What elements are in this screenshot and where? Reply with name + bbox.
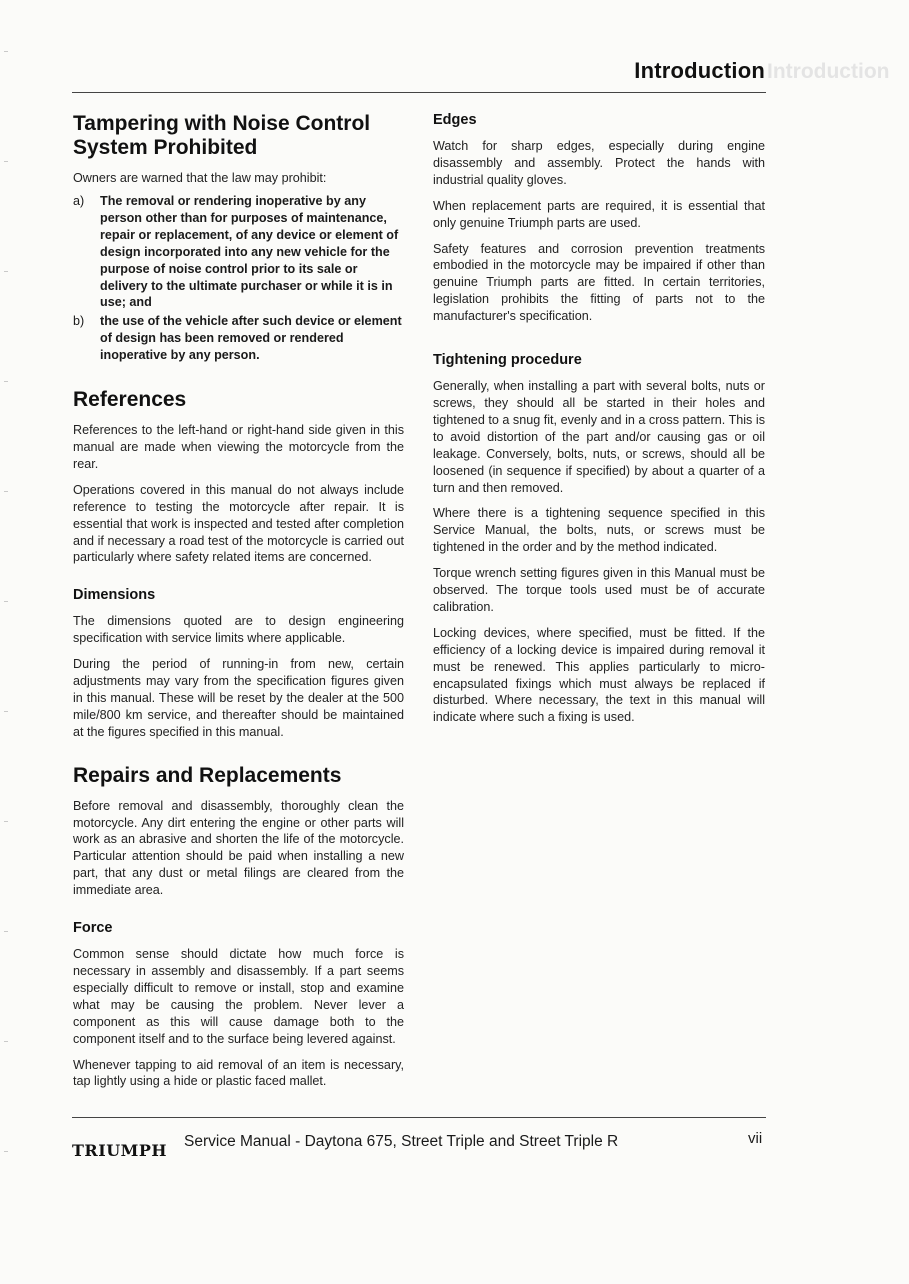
edges-paragraph: Watch for sharp edges, especially during engine disassembly and assembly. Protect the hands with industrial quality gloves. (433, 139, 765, 187)
dimensions-heading: Dimensions (73, 587, 156, 604)
punch-mark (4, 160, 8, 162)
references-heading: References (73, 388, 187, 412)
tightening-paragraph: Torque wrench setting figures given in this Manual must be observed. The torque tools used must be of accurate calibration. (433, 566, 765, 614)
list-marker: a) (73, 194, 85, 208)
tampering-heading (73, 112, 404, 160)
triumph-logo: TRIUMPH (72, 1141, 167, 1160)
tightening-paragraph: Where there is a tightening sequence specified in this Service Manual, the bolts, nuts, or screws must be tightened in the order and by the method indicated. (433, 506, 765, 555)
repairs-paragraph: Before removal and disassembly, thoroughly clean the motorcycle. Any dirt entering the engine or other parts will work as an abrasive and shorten the life of the motorcycle. Particular attention should be paid when installing a new part, that any dust or metal filings are cleared from the immediate area. (73, 798, 404, 898)
edges-heading: Edges (433, 112, 477, 128)
punch-mark (4, 710, 8, 712)
tampering-item-b (73, 313, 404, 364)
list-item-text: the use of the vehicle after such device or element of design has been removed or rendered inoperative by any person. (100, 314, 402, 363)
tightening-paragraph: Generally, when installing a part with several bolts, nuts or screws, they should all be started in their holes and tightened to a snug fit, evenly and in a cross pattern. This is to avoid distortion of the part and/or causing gas or oil leakage. Conversely, bolts, nuts, or screws, should all be loosened (in sequence if specified) by about a quarter of a turn and then removed. (433, 379, 765, 495)
footer-rule (72, 1117, 766, 1118)
tampering-title-line2: System Prohibited (73, 136, 258, 159)
force-paragraph: Whenever tapping to aid removal of an item is necessary, tap lightly using a hide or plastic faced mallet. (73, 1057, 404, 1089)
tampering-title-line1: Tampering with Noise Control (73, 112, 371, 135)
references-paragraph: References to the left-hand or right-hand side given in this manual are made when viewing the motorcycle from the rear. (73, 423, 404, 471)
punch-mark (4, 50, 8, 52)
punch-mark (4, 490, 8, 492)
page-number: vii (748, 1130, 763, 1147)
references-paragraph: Operations covered in this manual do not always include reference to testing the motorcycle after repair. It is essential that work is inspected and tested after completion and if necessary a road test of the motorcycle is carried out particularly where safety related items are concerned. (73, 482, 404, 565)
punch-mark (4, 600, 8, 602)
tightening-paragraph: Locking devices, where specified, must be fitted. If the efficiency of a locking device is impaired during removal it must be renewed. This applies particularly to micro-encapsulated fixings which must always be replaced if disturbed. Where necessary, the text in this manual will indicate where such a fixing is used. (433, 625, 765, 725)
ghost-header: Introduction (767, 60, 890, 83)
list-item-text: The removal or rendering inoperative by any person other than for purposes of maintenance, repair or replacement, of any device or element of design incorporated into any new vehicle for the purpose of noise control prior to its sale or delivery to the ultimate purchaser or while it is in use; and (100, 194, 399, 310)
punch-mark (4, 820, 8, 822)
force-paragraph: Common sense should dictate how much force is necessary in assembly and disassembly. If a part seems especially difficult to remove or install, stop and examine what may be causing the problem. Never lever a component as this will cause damage both to the component itself and to the surface being levered against. (73, 947, 404, 1046)
footer-title: Service Manual - Daytona 675, Street Triple and Street Triple R (184, 1133, 619, 1150)
edges-paragraph: When replacement parts are required, it is essential that only genuine Triumph parts are used. (433, 198, 765, 230)
punch-mark (4, 1040, 8, 1042)
punch-mark (4, 1150, 8, 1152)
dimensions-paragraph: During the period of running-in from new, certain adjustments may vary from the specification figures given in this manual. These will be reset by the dealer at the 500 mile/800 km service, and thereafter should be maintained at the figures specified in this manual. (73, 657, 404, 739)
right-column (433, 112, 765, 735)
tampering-item-a (73, 193, 404, 311)
punch-mark (4, 930, 8, 932)
repairs-heading: Repairs and Replacements (73, 763, 342, 787)
page-header-title: Introduction (634, 58, 765, 83)
tightening-heading: Tightening procedure (433, 352, 582, 369)
header-rule (72, 92, 766, 93)
punch-mark (4, 380, 8, 382)
list-marker: b) (73, 314, 85, 329)
dimensions-paragraph: The dimensions quoted are to design engineering specification with service limits where applicable. (73, 614, 404, 646)
left-column (73, 112, 404, 1099)
punch-mark (4, 270, 8, 272)
force-heading: Force (73, 920, 113, 937)
edges-paragraph: Safety features and corrosion prevention treatments embodied in the motorcycle may be impaired if other than genuine Triumph parts are fitted. In certain territories, legislation prohibits the fitting of parts not to the manufacturer's specification. (433, 241, 765, 324)
tampering-lead: Owners are warned that the law may prohibit: (73, 171, 327, 185)
